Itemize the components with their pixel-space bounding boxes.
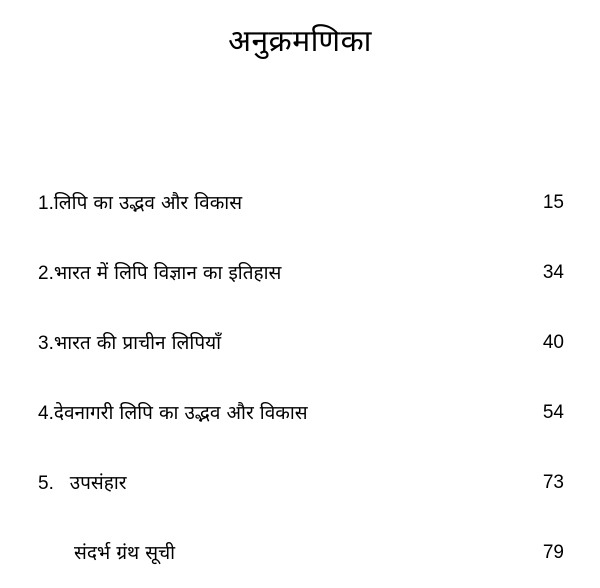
toc-entry-label [38,253,281,294]
toc-entry-page: 34 [542,262,564,283]
toc-entry-label [38,323,221,364]
toc-entry-number: 5. [38,472,70,494]
toc-entry-title: भारत की प्राचीन लिपियाँ [53,331,222,354]
toc-entry-5 [38,448,564,518]
toc-entry-1 [38,168,564,238]
toc-entry-page: 40 [542,332,564,353]
toc-entry-label [38,533,175,573]
toc-entry-3 [38,308,564,378]
page-title: अनुक्रमणिका [228,24,372,59]
toc-entry-page: 73 [542,472,564,493]
toc-entry-number: 3. [38,332,54,354]
toc-entry-page: 79 [542,542,564,563]
toc-entry-4 [38,378,564,448]
toc-entry-title: संदर्भ ग्रंथ सूची [74,542,176,564]
toc-entry-number: 1. [38,192,54,214]
toc-entry-title: भारत में लिपि विज्ञान का इतिहास [53,261,282,284]
toc-entry-number: 2. [38,262,54,284]
toc-entry-6 [38,518,564,588]
toc-entry-number: 4. [38,402,54,424]
toc-entry-title: लिपि का उद्भव और विकास [53,191,243,214]
toc-entry-page: 54 [542,402,564,423]
toc-entry-label [38,393,308,434]
toc-entry-label [38,183,242,224]
toc-entry-2 [38,238,564,308]
toc-entry-title: उपसंहार [69,471,127,494]
table-of-contents [38,168,564,588]
toc-entry-title: देवनागरी लिपि का उद्भव और विकास [53,401,308,424]
toc-entry-page: 15 [542,192,564,213]
toc-entry-label [38,463,127,504]
